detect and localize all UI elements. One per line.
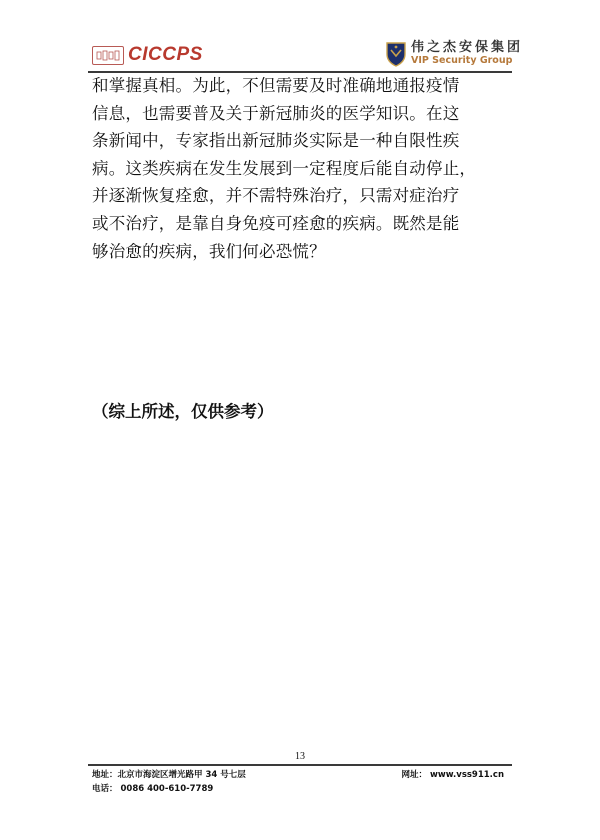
phone-value: 0086 400-610-7789 <box>120 784 214 794</box>
paragraph-line: 信息，也需要普及关于新冠肺炎的医学知识。在这 <box>92 103 460 123</box>
paragraph-line: 够治愈的疾病，我们何必恐慌？ <box>92 241 326 261</box>
page-number: 13 <box>295 751 305 762</box>
website-group <box>402 768 504 782</box>
body-content <box>92 72 508 265</box>
footer-rule <box>88 764 512 766</box>
page-header <box>0 0 600 80</box>
paragraph <box>92 72 508 265</box>
paragraph-line: 或不治疗，是靠自身免疫可痊愈的疾病。既然是能 <box>92 213 460 233</box>
website-label: 网址： <box>401 770 428 780</box>
paragraph-line: 并逐渐恢复痊愈，并不需特殊治疗，只需对症治疗 <box>92 186 460 206</box>
brand-name-en: VIP Security Group <box>411 55 513 66</box>
paragraph-line: 条新闻中，专家指出新冠肺炎实际是一种自限性疾 <box>92 131 460 151</box>
address-label: 地址： <box>92 770 118 780</box>
address-group <box>92 768 246 782</box>
page-footer <box>92 768 512 796</box>
shield-icon <box>385 41 407 67</box>
brand-name-cn: 伟之杰安保集团 <box>411 40 524 55</box>
address-value: 北京市海淀区增光路甲 34 号七层 <box>117 770 246 780</box>
ciccps-logo-text: CICCPS <box>128 44 203 65</box>
phone-group <box>92 782 213 796</box>
website-link[interactable]: www.vss911.cn <box>430 770 504 780</box>
paragraph-line: 和掌握真相。为此，不但需要及时准确地通报疫情 <box>92 76 460 95</box>
phone-label: 电话： <box>92 784 118 794</box>
ciccps-logo <box>92 44 203 66</box>
vip-security-logo <box>385 40 523 67</box>
conclusion-text: （综上所述，仅供参考） <box>92 402 274 421</box>
seal-icon <box>92 46 124 65</box>
paragraph-line: 病。这类疾病在发生发展到一定程度后能自动停止， <box>92 158 477 178</box>
